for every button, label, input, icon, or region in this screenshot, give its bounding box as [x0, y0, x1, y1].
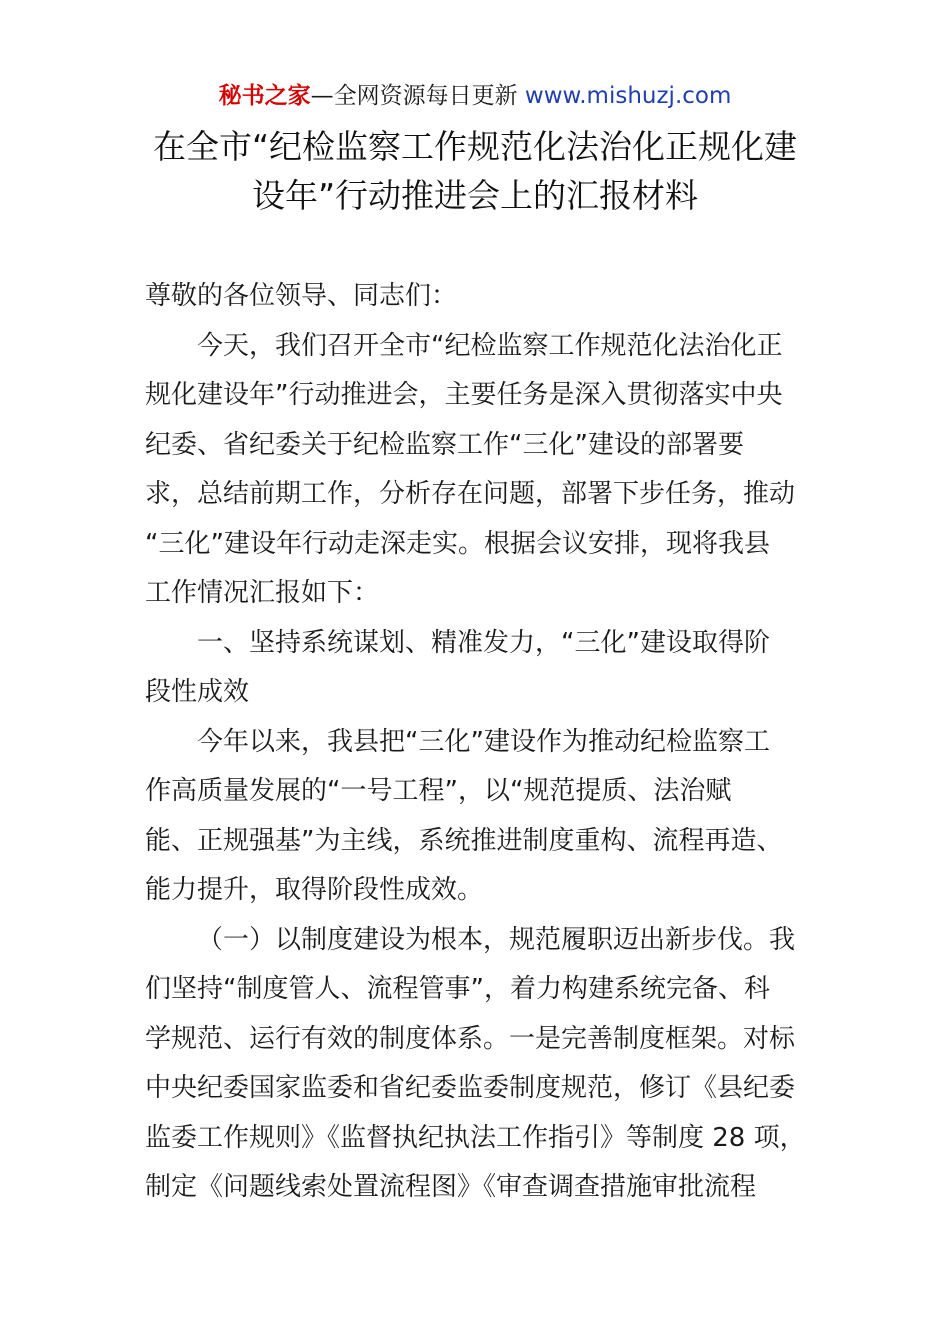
title-line-2: 设年”行动推进会上的汇报材料 [251, 176, 699, 215]
paragraph-line: 能力提升，取得阶段性成效。 [145, 875, 484, 905]
paragraph-line: 中央纪委国家监委和省纪委监委制度规范，修订《县纪委 [145, 1073, 796, 1103]
section-heading: 一、坚持系统谋划、精准发力，“三化”建设取得阶 [197, 627, 770, 658]
paragraph-line: （一）以制度建设为根本，规范履职迈出新步伐。我 [197, 924, 796, 955]
paragraph-line: “三化”建设年行动走深走实。根据会议安排，现将我县 [145, 528, 770, 559]
paragraph-line: 求，总结前期工作，分析存在问题，部署下步任务，推动 [145, 479, 796, 509]
header-tagline: —全网资源每日更新 [310, 83, 525, 109]
section-heading: 段性成效 [145, 677, 250, 707]
paragraph-line: 今天，我们召开全市“纪检监察工作规范化法治化正 [197, 330, 783, 361]
brand-name: 秘书之家 [218, 83, 311, 109]
paragraph-line: 能、正规强基”为主线，系统推进制度重构、流程再造、 [145, 825, 783, 856]
document-title [120, 122, 830, 220]
site-url-link[interactable]: www.mishuzj.com [524, 83, 732, 109]
paragraph-line: 监委工作规则》《监督执纪执法工作指引》等制度 28 项， [145, 1122, 806, 1153]
paragraph-line: 纪委、省纪委关于纪检监察工作“三化”建设的部署要 [145, 429, 744, 460]
paragraph-line: 工作情况汇报如下： [145, 578, 380, 608]
salutation: 尊敬的各位领导、同志们： [145, 281, 458, 311]
paragraph-line: 作高质量发展的“一号工程”，以“规范提质、法治赋 [145, 776, 732, 806]
site-header [0, 80, 950, 112]
title-line-1: 在全市“纪检监察工作规范化法治化正规化建 [152, 127, 798, 166]
paragraph-line: 学规范、运行有效的制度体系。一是完善制度框架。对标 [145, 1023, 796, 1054]
document-body [145, 272, 810, 1213]
paragraph-line: 规化建设年”行动推进会，主要任务是深入贯彻落实中央 [145, 380, 783, 410]
paragraph-line: 制定《问题线索处置流程图》《审查调查措施审批流程 [145, 1172, 757, 1202]
paragraph-line: 今年以来，我县把“三化”建设作为推动纪检监察工 [197, 726, 770, 757]
paragraph-line: 们坚持“制度管人、流程管事”，着力构建系统完备、科 [145, 974, 770, 1004]
